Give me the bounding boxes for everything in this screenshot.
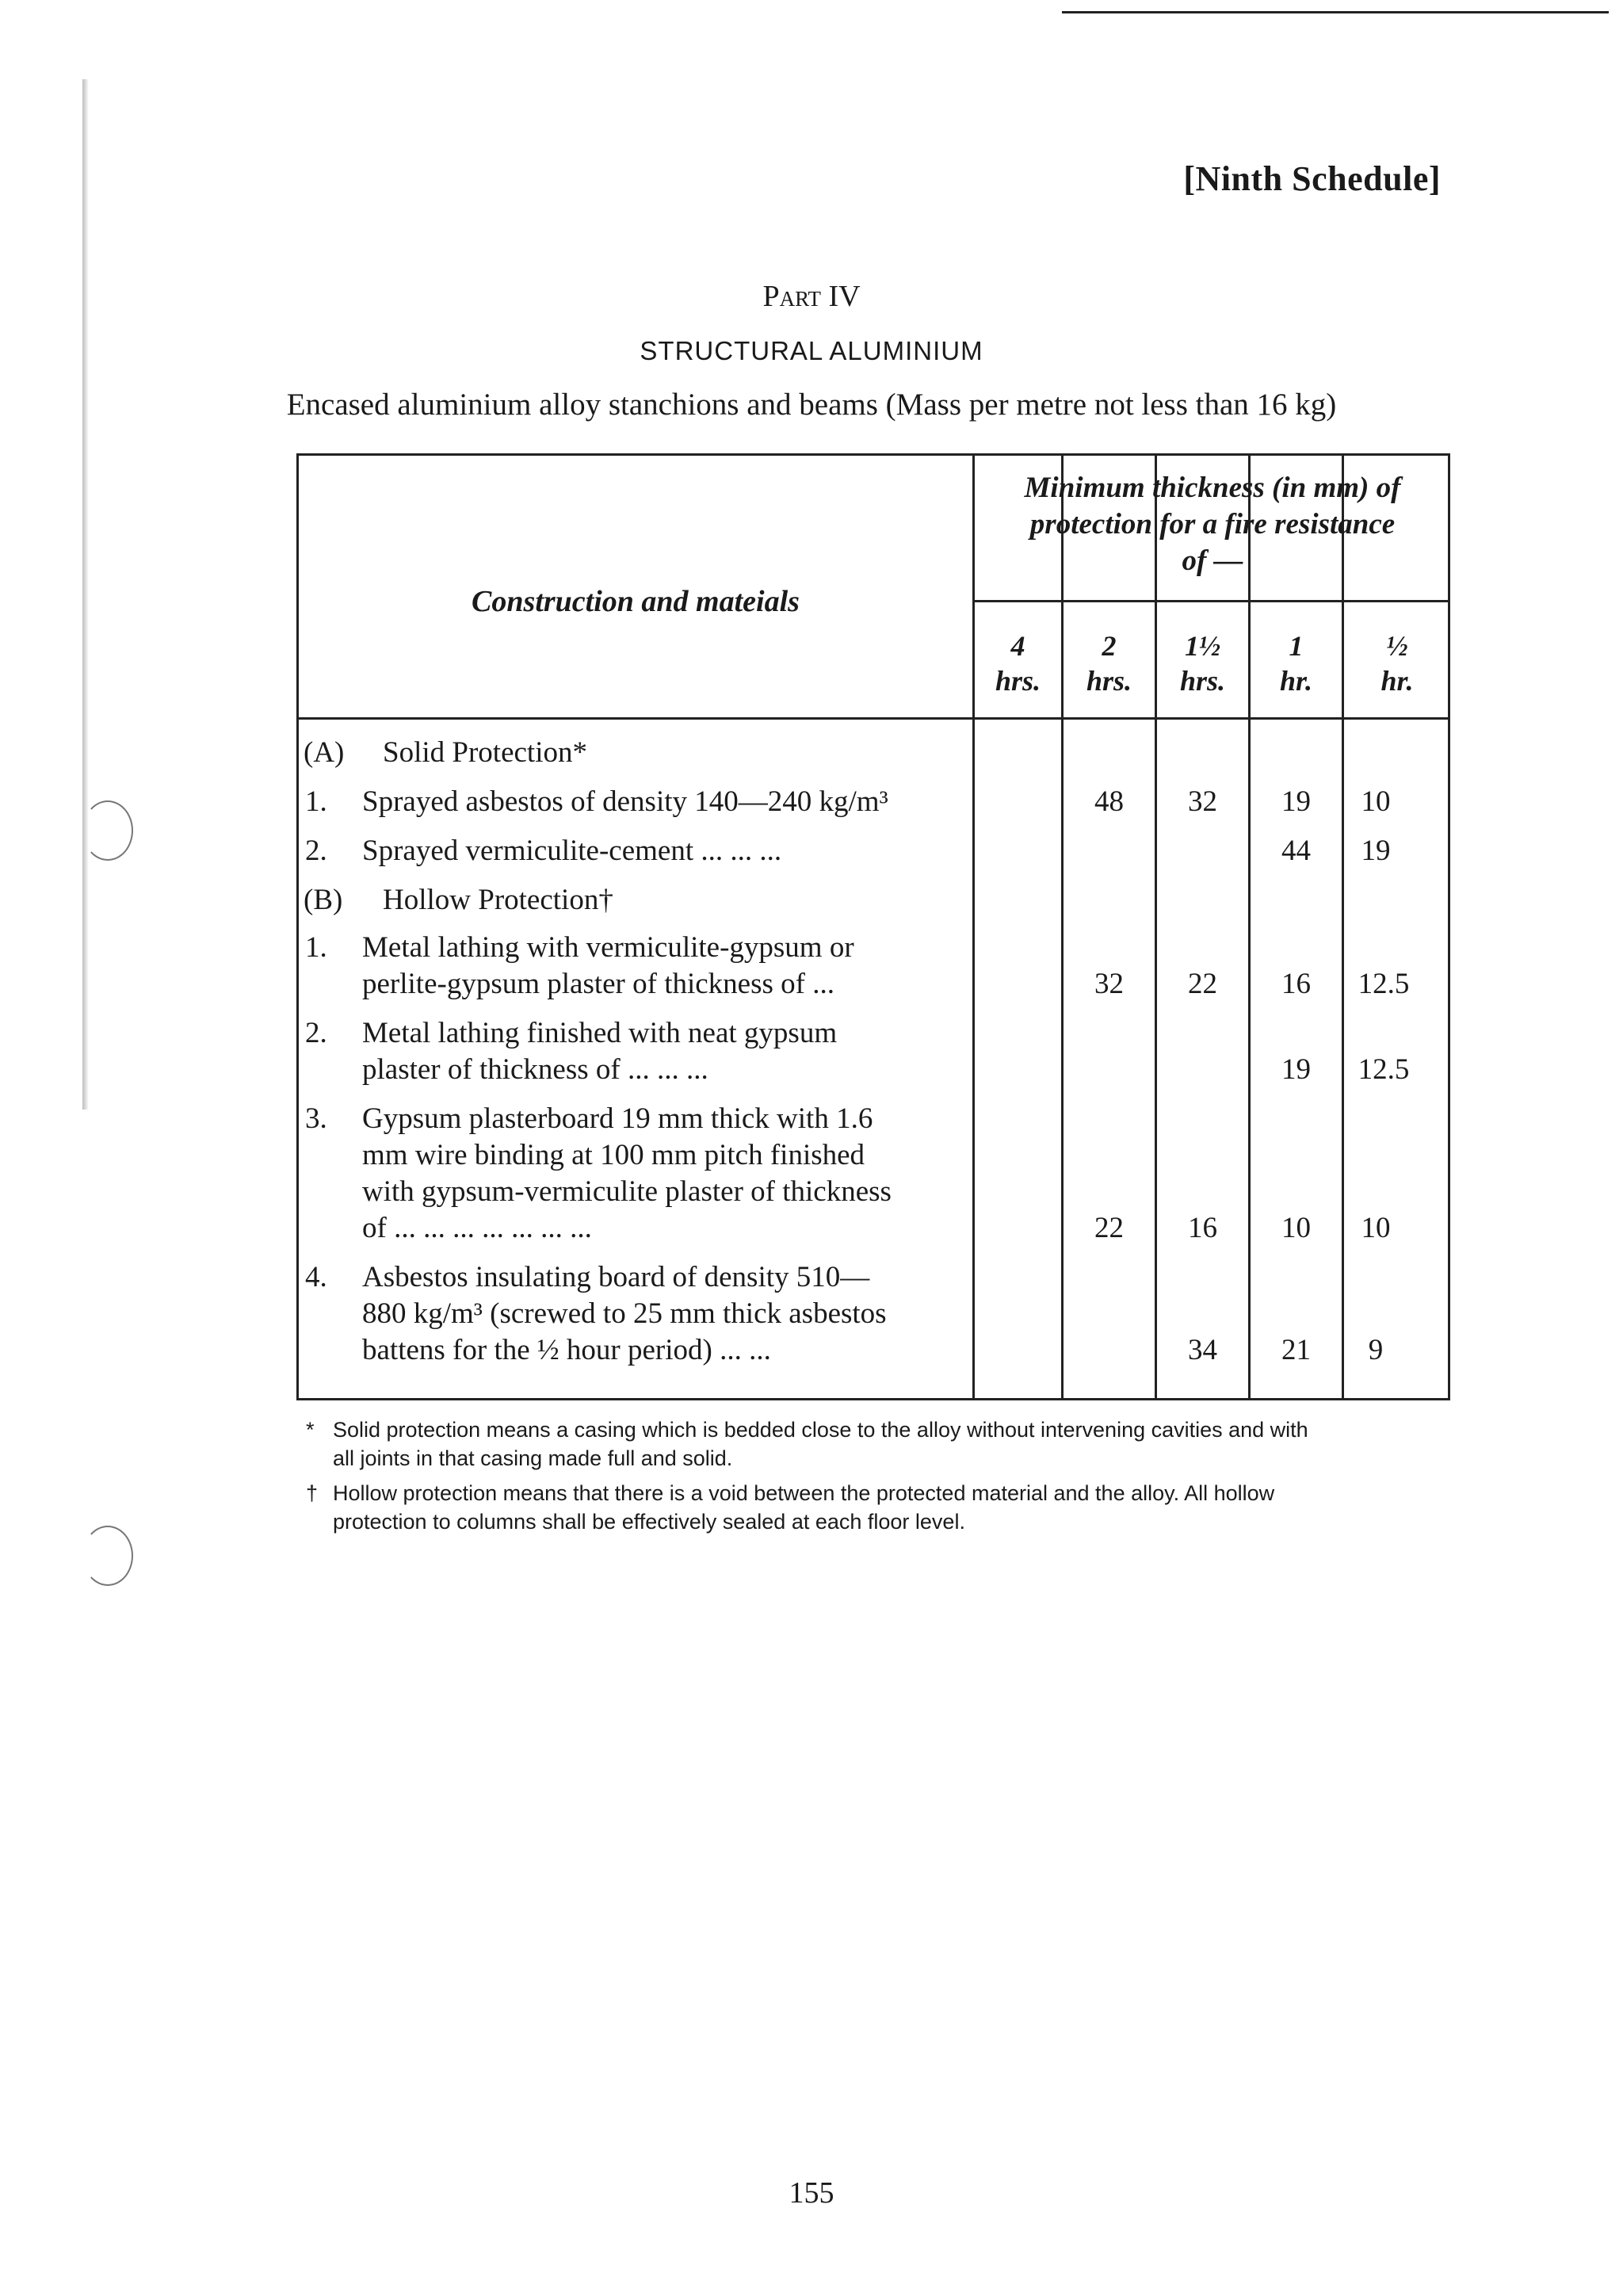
row-number: 2.	[305, 835, 327, 867]
group-header-line: protection for a fire resistance	[1029, 508, 1396, 541]
table-cell: 32	[1188, 785, 1217, 818]
table-caption: Encased aluminium alloy stanchions and beams (Mass per metre not less than 16 kg)	[286, 388, 1337, 422]
row-description: Metal lathing with vermiculite-gypsum or	[362, 931, 854, 964]
row-description: Gypsum plasterboard 19 mm thick with 1.6	[362, 1102, 873, 1135]
section-title: STRUCTURAL ALUMINIUM	[640, 336, 983, 365]
row-description: plaster of thickness of ... ... ...	[362, 1053, 708, 1086]
table-cell: 10	[1361, 1212, 1391, 1244]
footnote-hollow-protection: † Hollow protection means that there is a void between the protected material and the alloy. All hollow protection to columns shall be effectively sealed at each floor level.	[306, 1481, 1275, 1534]
column-header-half-hr: ½ hr.	[1381, 630, 1414, 697]
column-divider	[1061, 456, 1064, 1398]
table-cell: 10	[1361, 785, 1391, 818]
table-cell: 12.5	[1358, 968, 1410, 1000]
row-number: 3.	[305, 1102, 327, 1135]
table-cell: 16	[1281, 968, 1311, 1000]
row-number: 4.	[305, 1261, 327, 1293]
row-number: 2.	[305, 1017, 327, 1049]
row-description: Asbestos insulating board of density 510—	[362, 1261, 870, 1293]
group-header-line: Minimum thickness (in mm) of	[1024, 472, 1401, 504]
table-cell: 21	[1281, 1334, 1311, 1366]
row-description: battens for the ½ hour period) ... ...	[362, 1334, 771, 1366]
row-description: of ... ... ... ... ... ... ...	[362, 1212, 592, 1244]
column-divider	[972, 456, 975, 1398]
footnote-solid-protection: * Solid protection means a casing which is bedded close to the alloy without intervening cavities and with all joints in that casing made full and solid.	[306, 1418, 1308, 1470]
table-cell: 19	[1281, 1053, 1311, 1086]
table-cell: 19	[1281, 785, 1311, 818]
table-cell: 12.5	[1358, 1053, 1410, 1086]
section-label: (A)	[304, 736, 345, 769]
table-cell: 34	[1188, 1334, 1217, 1366]
table-cell: 22	[1188, 968, 1217, 1000]
table-cell: 9	[1368, 1334, 1384, 1366]
row-description: perlite-gypsum plaster of thickness of ...	[362, 968, 834, 1000]
table-cell: 22	[1094, 1212, 1124, 1244]
row-description: 880 kg/m³ (screwed to 25 mm thick asbestos	[362, 1297, 887, 1330]
table-cell: 16	[1188, 1212, 1217, 1244]
row-description: Sprayed asbestos of density 140—240 kg/m³	[362, 785, 888, 818]
punch-hole-mark	[82, 1526, 133, 1586]
table-cell: 32	[1094, 968, 1124, 1000]
column-divider	[1155, 456, 1157, 1398]
part-title: Part IV	[762, 280, 861, 313]
column-divider	[1248, 456, 1251, 1398]
scan-edge-shadow	[82, 79, 89, 1110]
row-description: with gypsum-vermiculite plaster of thickness	[362, 1175, 892, 1208]
table-cell: 44	[1281, 835, 1311, 867]
row-number: 1.	[305, 785, 327, 818]
page-number: 155	[789, 2176, 834, 2210]
group-header-line: of —	[1182, 544, 1243, 577]
row-number: 1.	[305, 931, 327, 964]
section-label: (B)	[304, 884, 343, 916]
punch-hole-mark	[82, 800, 133, 861]
schedule-header: [Ninth Schedule]	[1183, 159, 1441, 198]
column-header-4-hrs: 4 hrs.	[995, 630, 1041, 697]
fire-resistance-table	[296, 453, 1450, 1400]
section-title: Hollow Protection†	[383, 884, 613, 916]
row-description: Sprayed vermiculite-cement ... ... ...	[362, 835, 782, 867]
column-header-1-hr: 1 hr.	[1279, 630, 1313, 697]
column-divider	[1342, 456, 1344, 1398]
top-rule	[1062, 11, 1609, 13]
column-header-2-hrs: 2 hrs.	[1086, 630, 1132, 697]
table-cell: 48	[1094, 785, 1124, 818]
table-cell: 19	[1361, 835, 1391, 867]
section-title: Solid Protection*	[383, 736, 587, 769]
column-header-1-5-hrs: 1½ hrs.	[1179, 630, 1226, 697]
row-description: Metal lathing finished with neat gypsum	[362, 1017, 838, 1049]
header-divider	[972, 600, 1448, 602]
table-cell: 10	[1281, 1212, 1311, 1244]
construction-header: Construction and mateials	[472, 585, 800, 618]
header-bottom-rule	[299, 717, 1448, 720]
row-description: mm wire binding at 100 mm pitch finished	[362, 1139, 865, 1171]
